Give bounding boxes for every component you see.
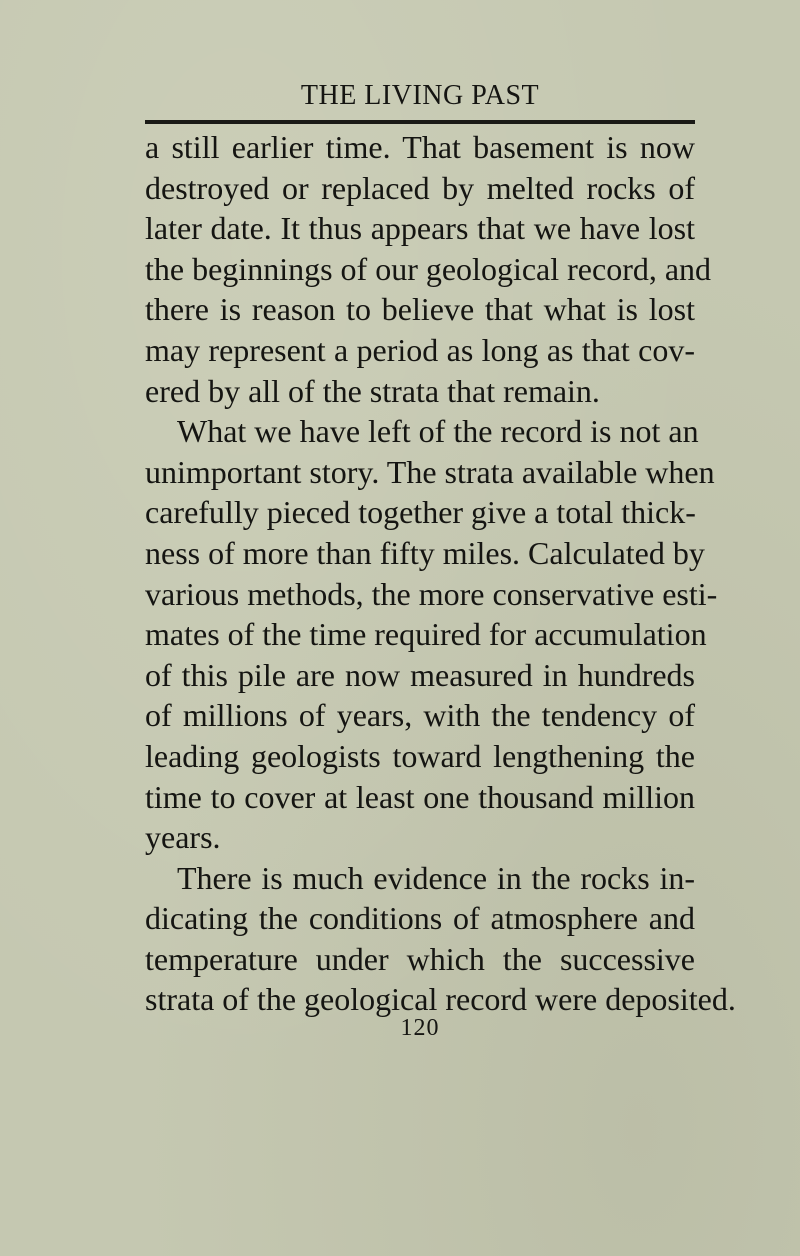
text-line: a still earlier time. That basement is now [145, 129, 695, 165]
text-line: unimportant story. The strata available when [145, 453, 715, 490]
text-line: of millions of years, with the tendency of [145, 697, 695, 734]
text-line: ered by all of the strata that remain. [145, 372, 600, 409]
page-number: 120 [400, 1015, 440, 1041]
text-line: leading geologists toward lengthening the [145, 737, 695, 774]
text-line: may represent a period as long as that cov- [145, 331, 695, 368]
text-line: time to cover at least one thousand million [145, 778, 695, 815]
text-line: years. [145, 819, 221, 856]
text-line: dicating the conditions of atmosphere and [145, 900, 695, 937]
text-line: later date. It thus appears that we have lost [145, 210, 695, 247]
body-text [145, 127, 736, 1020]
text-line: various methods, the more conservative esti- [145, 575, 718, 612]
text-line: mates of the time required for accumulation [145, 616, 707, 653]
text-line: What we have left of the record is not an [177, 413, 699, 450]
text-line: destroyed or replaced by melted rocks of [145, 169, 695, 206]
running-head: THE LIVING PAST [300, 80, 540, 111]
text-line: there is reason to believe that what is lost [145, 291, 695, 328]
text-line: strata of the geological record were deposited. [145, 981, 736, 1018]
text-line: of this pile are now measured in hundreds [145, 656, 695, 693]
text-line: ness of more than fifty miles. Calculated by [145, 534, 705, 571]
text-line: carefully pieced together give a total thick- [145, 494, 696, 531]
text-line: temperature under which the successive [145, 940, 695, 977]
text-line: the beginnings of our geological record, and [145, 250, 712, 287]
header-rule [145, 120, 695, 124]
text-line: There is much evidence in the rocks in- [177, 859, 695, 896]
